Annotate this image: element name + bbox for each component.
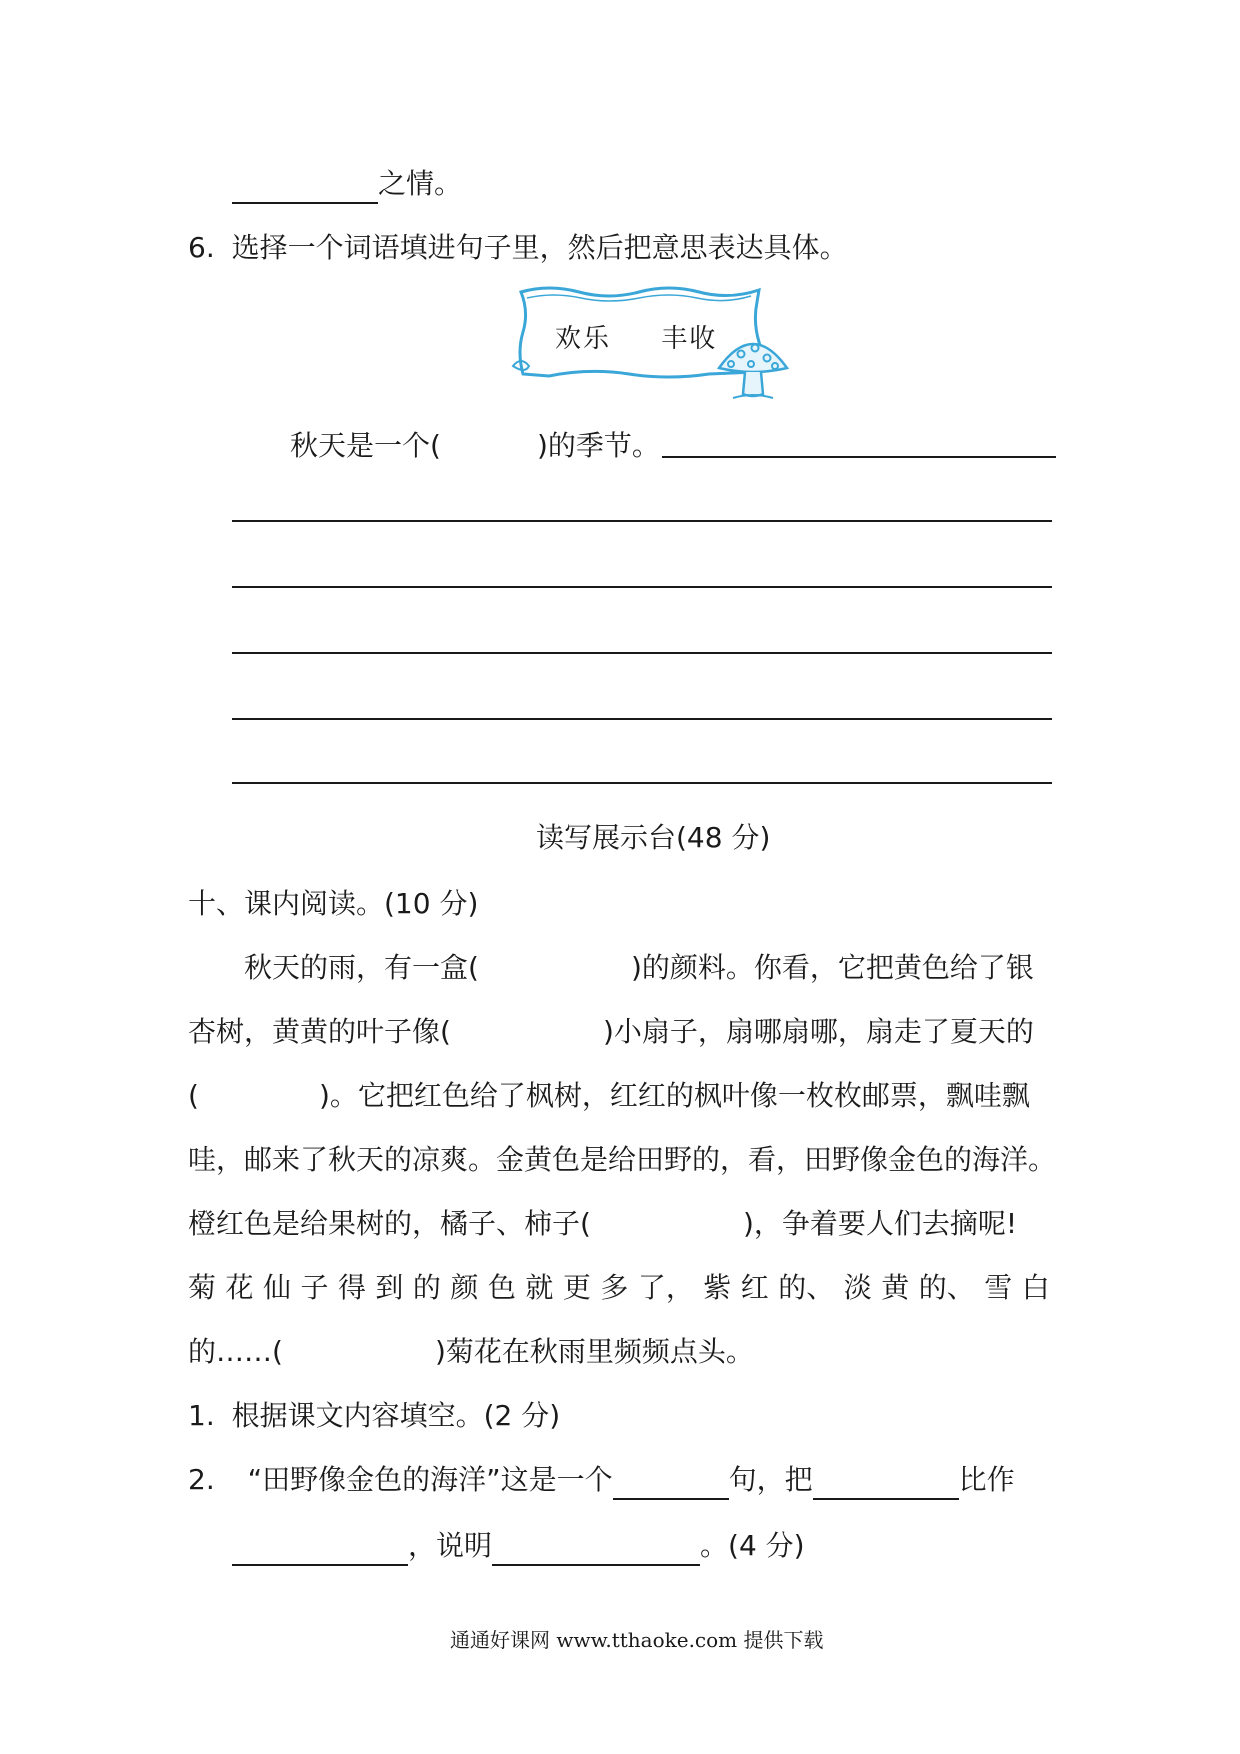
passage-line xyxy=(188,1332,754,1372)
top-fragment-suffix: 之情。 xyxy=(378,167,463,200)
passage-char: 花 xyxy=(225,1271,254,1304)
passage-char: 子 xyxy=(300,1271,329,1304)
section-title: 读写展示台(48 分) xyxy=(536,821,771,854)
passage-text: )的颜料。你看，它把黄色给了银 xyxy=(630,951,1034,984)
answer-blank[interactable] xyxy=(492,1534,700,1566)
passage-line: 哇，邮来了秋天的凉爽。金黄色是给田野的，看，田野像金色的海洋。 xyxy=(188,1143,1057,1176)
passage-char: 红 xyxy=(740,1271,769,1304)
writing-line[interactable] xyxy=(232,782,1052,784)
q6-sentence-end: )的季节。 xyxy=(536,429,660,462)
sub-question-1 xyxy=(188,1396,560,1436)
passage-text: 橙红色是给果树的，橘子、柿子( xyxy=(188,1207,591,1240)
answer-blank[interactable] xyxy=(232,172,378,204)
answer-blank[interactable] xyxy=(232,1534,408,1566)
top-fragment xyxy=(232,164,462,204)
passage-char: 得 xyxy=(337,1271,366,1304)
passage-text: )。它把红色给了枫树，红红的枫叶像一枚枚邮票，飘哇飘 xyxy=(318,1079,1030,1112)
answer-blank[interactable] xyxy=(613,1468,729,1500)
question-text: 句，把 xyxy=(728,1463,813,1496)
sub-question-2-cont xyxy=(232,1526,805,1566)
passage-line-justified xyxy=(188,1268,1050,1308)
word-option-1: 欢乐 xyxy=(555,324,612,354)
passage-char: 多 xyxy=(600,1271,629,1304)
writing-line[interactable] xyxy=(232,520,1052,522)
passage-char: 到 xyxy=(375,1271,404,1304)
passage-char: 紫 xyxy=(703,1271,732,1304)
passage-char: 了， xyxy=(637,1271,694,1304)
passage-text: )小扇子，扇哪扇哪，扇走了夏天的 xyxy=(602,1015,1034,1048)
mushroom-icon xyxy=(713,328,793,408)
passage-line xyxy=(188,1012,1034,1052)
writing-line[interactable] xyxy=(232,718,1052,720)
passage-char: 仙 xyxy=(262,1271,291,1304)
passage-char: 就 xyxy=(525,1271,554,1304)
q6-sentence xyxy=(290,426,660,466)
sub-question-2 xyxy=(188,1460,1015,1500)
part-10-heading: 十、课内阅读。(10 分) xyxy=(188,887,479,920)
passage-char: 白 xyxy=(1021,1271,1050,1304)
word-option-2: 丰收 xyxy=(661,324,718,354)
question-text: “田野像金色的海洋”这是一个 xyxy=(247,1463,613,1496)
writing-line[interactable] xyxy=(662,456,1056,458)
passage-text: ( xyxy=(188,1079,199,1112)
question-text: 。(4 分) xyxy=(700,1529,805,1562)
question-text: ，说明 xyxy=(408,1529,493,1562)
passage-line xyxy=(188,1204,1017,1244)
passage-char: 黄 xyxy=(881,1271,910,1304)
footer-credit: 通通好课网 www.tthaoke.com 提供下载 xyxy=(450,1628,824,1652)
q6-sentence-start: 秋天是一个( xyxy=(290,429,441,462)
sub-question-1-text: 根据课文内容填空。(2 分) xyxy=(231,1399,561,1432)
passage-text: )，争着要人们去摘呢! xyxy=(742,1207,1018,1240)
passage-char: 雪 xyxy=(984,1271,1013,1304)
passage-char: 菊 xyxy=(188,1271,217,1304)
word-options xyxy=(555,318,717,355)
question-6-prompt: 选择一个词语填进句子里，然后把意思表达具体。 xyxy=(231,231,848,264)
question-number: 1. xyxy=(188,1399,215,1432)
passage-char: 色 xyxy=(487,1271,516,1304)
passage-text: )菊花在秋雨里频频点头。 xyxy=(434,1335,754,1368)
passage-text: 秋天的雨，有一盒( xyxy=(244,951,479,984)
question-6 xyxy=(188,228,848,268)
question-text: 比作 xyxy=(958,1463,1015,1496)
passage-text: 杏树，黄黄的叶子像( xyxy=(188,1015,451,1048)
answer-blank[interactable] xyxy=(813,1468,959,1500)
writing-line[interactable] xyxy=(232,586,1052,588)
passage-text: 的……( xyxy=(188,1335,283,1368)
question-number: 6. xyxy=(188,231,215,264)
question-number: 2. xyxy=(188,1463,215,1496)
passage-char: 颜 xyxy=(450,1271,479,1304)
passage-char: 的、 xyxy=(778,1271,835,1304)
passage-char: 更 xyxy=(562,1271,591,1304)
passage-char: 的、 xyxy=(918,1271,975,1304)
passage-line xyxy=(188,1076,1030,1116)
passage-line xyxy=(244,948,1034,988)
passage-char: 的 xyxy=(412,1271,441,1304)
word-choice-box xyxy=(517,288,755,380)
writing-line[interactable] xyxy=(232,652,1052,654)
passage-char: 淡 xyxy=(843,1271,872,1304)
